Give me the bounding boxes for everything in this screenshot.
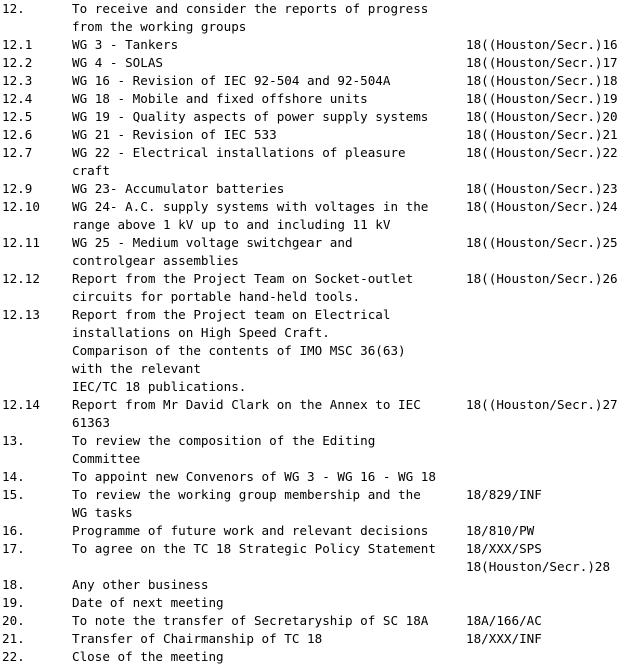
item-text: To appoint new Convenors of WG 3 - WG 16 - WG 18 bbox=[72, 469, 436, 484]
item-reference: 18/XXX/INF bbox=[466, 631, 542, 646]
item-reference: 18((Houston/Secr.)20 bbox=[466, 109, 618, 124]
item-text: WG 24- A.C. supply systems with voltages in the bbox=[72, 199, 429, 214]
item-number: 19. bbox=[2, 595, 25, 610]
item-number: 12.12 bbox=[2, 271, 40, 286]
item-number: 18. bbox=[2, 577, 25, 592]
item-text: WG 19 - Quality aspects of power supply systems bbox=[72, 109, 429, 124]
item-text: Date of next meeting bbox=[72, 595, 224, 610]
item-reference: 18((Houston/Secr.)17 bbox=[466, 55, 618, 70]
item-text: WG 18 - Mobile and fixed offshore units bbox=[72, 91, 368, 106]
item-text: installations on High Speed Craft. bbox=[72, 325, 330, 340]
item-reference: 18((Houston/Secr.)23 bbox=[466, 181, 618, 196]
item-text: To review the working group membership and the bbox=[72, 487, 421, 502]
item-text: To receive and consider the reports of progress bbox=[72, 1, 429, 16]
item-text: WG 25 - Medium voltage switchgear and bbox=[72, 235, 353, 250]
item-number: 12.3 bbox=[2, 73, 33, 88]
item-number: 12. bbox=[2, 1, 25, 16]
item-text: Programme of future work and relevant decisions bbox=[72, 523, 429, 538]
item-number: 21. bbox=[2, 631, 25, 646]
item-text: controlgear assemblies bbox=[72, 253, 239, 268]
item-text: Any other business bbox=[72, 577, 209, 592]
item-text: circuits for portable hand-held tools. bbox=[72, 289, 361, 304]
item-text: WG 21 - Revision of IEC 533 bbox=[72, 127, 277, 142]
item-reference: 18A/166/AC bbox=[466, 613, 542, 628]
item-text: WG tasks bbox=[72, 505, 133, 520]
item-number: 15. bbox=[2, 487, 25, 502]
item-number: 12.2 bbox=[2, 55, 33, 70]
item-reference: 18/810/PW bbox=[466, 523, 535, 538]
item-reference: 18((Houston/Secr.)24 bbox=[466, 199, 618, 214]
item-number: 12.6 bbox=[2, 127, 33, 142]
item-number: 12.4 bbox=[2, 91, 33, 106]
item-reference: 18/829/INF bbox=[466, 487, 542, 502]
item-number: 12.1 bbox=[2, 37, 33, 52]
item-number: 12.7 bbox=[2, 145, 33, 160]
item-reference: 18((Houston/Secr.)25 bbox=[466, 235, 618, 250]
item-reference: 18((Houston/Secr.)27 bbox=[466, 397, 618, 412]
item-reference: 18((Houston/Secr.)19 bbox=[466, 91, 618, 106]
item-text: with the relevant bbox=[72, 361, 201, 376]
item-text: To review the composition of the Editing bbox=[72, 433, 376, 448]
item-number: 12.13 bbox=[2, 307, 40, 322]
item-text: To agree on the TC 18 Strategic Policy Statement bbox=[72, 541, 436, 556]
item-reference: 18/XXX/SPS bbox=[466, 541, 542, 556]
item-number: 14. bbox=[2, 469, 25, 484]
item-number: 12.11 bbox=[2, 235, 40, 250]
item-text: To note the transfer of Secretaryship of SC 18A bbox=[72, 613, 429, 628]
item-text: craft bbox=[72, 163, 110, 178]
item-number: 17. bbox=[2, 541, 25, 556]
item-text: from the working groups bbox=[72, 19, 247, 34]
item-number: 12.9 bbox=[2, 181, 33, 196]
item-text: WG 3 - Tankers bbox=[72, 37, 179, 52]
item-reference: 18((Houston/Secr.)21 bbox=[466, 127, 618, 142]
item-number: 12.10 bbox=[2, 199, 40, 214]
item-number: 22. bbox=[2, 649, 25, 664]
item-number: 13. bbox=[2, 433, 25, 448]
item-reference: 18((Houston/Secr.)18 bbox=[466, 73, 618, 88]
item-text: WG 23- Accumulator batteries bbox=[72, 181, 285, 196]
item-text: IEC/TC 18 publications. bbox=[72, 379, 247, 394]
item-text: Report from the Project team on Electrical bbox=[72, 307, 391, 322]
item-number: 16. bbox=[2, 523, 25, 538]
item-reference: 18((Houston/Secr.)22 bbox=[466, 145, 618, 160]
item-reference: 18(Houston/Secr.)28 bbox=[466, 559, 611, 574]
item-reference: 18((Houston/Secr.)26 bbox=[466, 271, 618, 286]
item-text: range above 1 kV up to and including 11 kV bbox=[72, 217, 391, 232]
item-reference: 18((Houston/Secr.)16 bbox=[466, 37, 618, 52]
item-text: Report from the Project Team on Socket-outlet bbox=[72, 271, 414, 286]
item-text: WG 16 - Revision of IEC 92-504 and 92-504A bbox=[72, 73, 391, 88]
item-text: Committee bbox=[72, 451, 141, 466]
item-text: WG 4 - SOLAS bbox=[72, 55, 163, 70]
item-text: Comparison of the contents of IMO MSC 36(63) bbox=[72, 343, 406, 358]
item-number: 20. bbox=[2, 613, 25, 628]
item-number: 12.5 bbox=[2, 109, 33, 124]
item-text: WG 22 - Electrical installations of pleasure bbox=[72, 145, 406, 160]
item-text: Transfer of Chairmanship of TC 18 bbox=[72, 631, 323, 646]
item-number: 12.14 bbox=[2, 397, 40, 412]
item-text: 61363 bbox=[72, 415, 110, 430]
item-text: Close of the meeting bbox=[72, 649, 224, 664]
item-text: Report from Mr David Clark on the Annex to IEC bbox=[72, 397, 421, 412]
